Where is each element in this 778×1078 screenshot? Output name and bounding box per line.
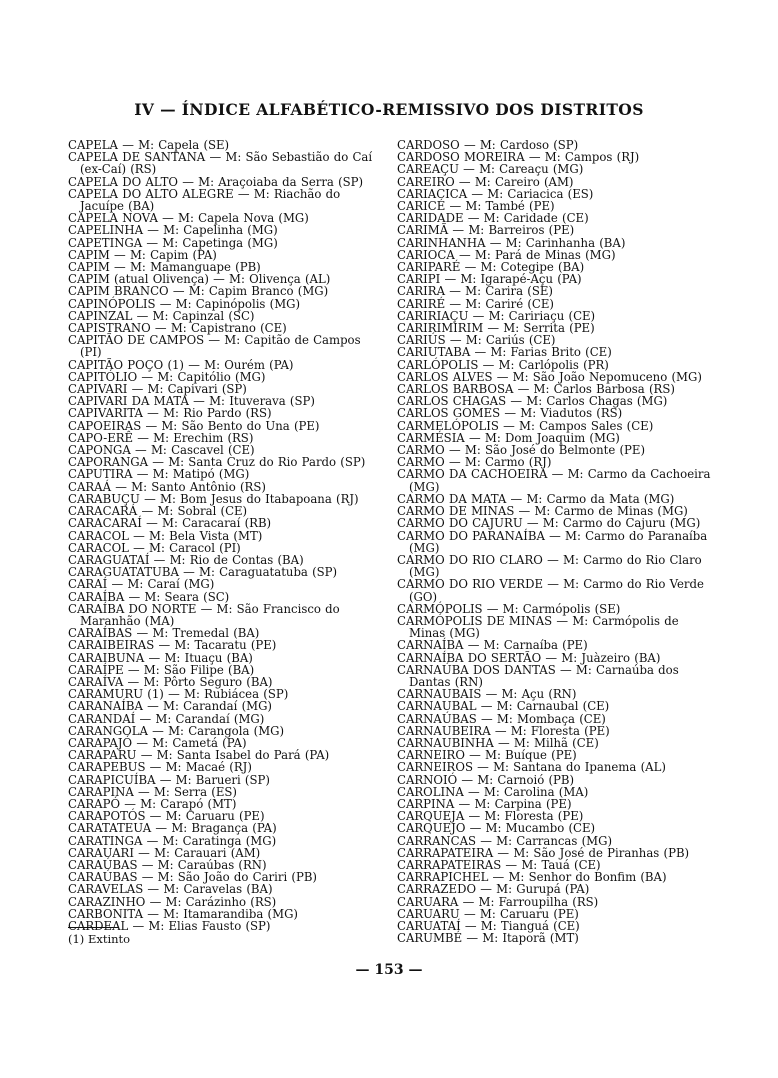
index-entry: CAPONGA — M: Cascavel (CE) (68, 443, 255, 458)
index-entry: CAPIVARI DA MATA — M: Ituverava (SP) (68, 394, 315, 409)
index-entry: CARACOL — M: Bela Vista (MT) (68, 528, 263, 543)
index-entry: CAPELA DE SANTANA — M: São Sebastião do Caí (ex-Caí) (RS) (68, 150, 373, 177)
index-entry: CARQUEJA — M: Floresta (PE) (397, 809, 584, 824)
index-entry: CARDEAL — M: Elias Fausto (SP) (68, 919, 271, 933)
index-entry: CARAÚBAS — M: São João do Cariri (PB) (68, 870, 317, 885)
index-entry: CARIUTABA — M: Farias Brito (CE) (397, 345, 612, 360)
index-entry: CAPIM — M: Mamanguape (PB) (68, 260, 261, 275)
index-entry: CARMÓPOLIS — M: Carmópolis (SE) (397, 601, 621, 616)
index-entry: CARMO DE MINAS — M: Carmo de Minas (MG) (397, 504, 688, 519)
index-entry: CARAPICUÍBA — M: Barueri (SP) (68, 772, 270, 787)
index-entry: CAPITÓLIO — M: Capitólio (MG) (68, 369, 266, 384)
index-entry: CAPIM (atual Olivença) — M: Olivença (AL) (68, 272, 331, 287)
index-entry: CARATINGA — M: Caratinga (MG) (68, 833, 277, 848)
index-entry: CARDOSO MOREIRA — M: Campos (RJ) (397, 150, 640, 165)
index-entry: CARAZINHO — M: Carázinho (RS) (68, 894, 277, 909)
index-entry: CARMELÓPOLIS — M: Campos Sales (CE) (397, 418, 654, 433)
index-entry: CARNAUBINHA — M: Milhã (CE) (397, 735, 599, 750)
index-entry: CAREIRO — M: Careiro (AM) (397, 174, 574, 189)
index-entry: CARNAÍBA DO SERTÃO — M: Juàzeiro (BA) (397, 650, 661, 665)
index-entry: CARAPINA — M: Serra (ES) (68, 784, 237, 799)
index-entry: CARANDAÍ — M: Carandaí (MG) (68, 711, 265, 726)
index-entry: CARNEIRO — M: Buíque (PE) (397, 748, 577, 763)
index-entry: CARANAÍBA — M: Carandaí (MG) (68, 699, 272, 714)
index-entry: CARABUÇU — M: Bom Jesus do Itabapoana (RJ) (68, 491, 359, 506)
index-entry: CAPELA NOVA — M: Capela Nova (MG) (68, 211, 309, 226)
index-entry: CARAGUATAÍ — M: Rio de Contas (BA) (68, 552, 304, 567)
index-entry: CARMO DO RIO CLARO — M: Carmo do Rio Claro (MG) (397, 552, 702, 580)
index-entry: CARAÍ — M: Caraí (MG) (68, 577, 215, 592)
index-entry: CARIRIAÇU — M: Caririaçu (CE) (397, 308, 596, 323)
index-entry: CAPINZAL — M: Capinzal (SC) (68, 308, 255, 323)
index-entry: CARUARU — M: Caruaru (PE) (397, 906, 579, 921)
index-entry: CARAÍBAS — M: Tremedal (BA) (68, 626, 260, 641)
index-entry: CARNAÚBA DOS DANTAS — M: Carnaúba dos Dantas (RN) (397, 662, 679, 689)
index-entry: CARMO DO RIO VERDE — M: Carmo do Rio Verde (GO) (397, 577, 704, 604)
index-entry: CARDOSO — M: Cardoso (SP) (397, 138, 579, 152)
index-entry: CARIACICA — M: Cariacica (ES) (397, 186, 594, 201)
index-entry: CARAUARI — M: Carauari (AM) (68, 845, 261, 860)
index-entry: CARRAPICHEL — M: Senhor do Bonfim (BA) (397, 870, 667, 885)
index-entry: CAPELINHA — M: Capelinha (MG) (68, 223, 278, 238)
index-entry: CARICÉ — M: També (PE) (397, 199, 555, 214)
index-entry: CARACOL — M: Caracol (PI) (68, 540, 241, 555)
index-entry: CAPELA DO ALTO — M: Araçoiaba da Serra (SP) (68, 174, 364, 189)
index-entry: CARUARA — M: Farroupilha (RS) (397, 894, 599, 909)
index-entry: CAPETINGA — M: Capetinga (MG) (68, 235, 278, 250)
index-entry: CARNAÍBA — M: Carnaíba (PE) (397, 638, 588, 653)
index-entry: CARMO — M: Carmo (RJ) (397, 455, 552, 470)
index-entry: CARAPARU — M: Santa Isabel do Pará (PA) (68, 748, 330, 763)
index-entry: CARMÓPOLIS DE MINAS — M: Carmópolis de Minas (MG) (397, 613, 679, 641)
index-entry: CARAPEBUS — M: Macaé (RJ) (68, 760, 252, 775)
index-entry: CAREAÇU — M: Careaçu (MG) (397, 162, 584, 177)
index-entry: CARRANCAS — M: Carrancas (MG) (397, 833, 613, 848)
index-entry: CARAIBEIRAS — M: Tacaratu (PE) (68, 638, 277, 653)
index-entry: CARUMBÉ — M: Itaporã (MT) (397, 931, 579, 946)
index-entry: CAPELA DO ALTO ALEGRE — M: Riachão do Jacuípe (BA) (68, 186, 341, 214)
index-entry: CARINHANHA — M: Carinhanha (BA) (397, 235, 626, 250)
index-entry: CARAGUATATUBA — M: Caraguatatuba (SP) (68, 565, 338, 580)
index-entry: CARACARÁ — M: Sobral (CE) (68, 504, 248, 519)
index-entry: CARQUEJO — M: Mucambo (CE) (397, 821, 596, 836)
index-entry: CAPUTIRA — M: Matipó (MG) (68, 467, 250, 482)
index-entry: CARBONITA — M: Itamarandiba (MG) (68, 906, 298, 921)
index-entry: CAPINÓPOLIS — M: Capinópolis (MG) (68, 296, 301, 311)
index-entry: CARUATAÍ — M: Tianguá (CE) (397, 919, 580, 933)
index-entry: CAPIM — M: Capim (PA) (68, 247, 217, 262)
index-entry: CARIMÃ — M: Barreiros (PE) (397, 223, 575, 238)
index-entry: CARLOS GOMES — M: Viadutos (RS) (397, 406, 623, 421)
index-entry: CARIÚS — M: Cariús (CE) (397, 333, 556, 348)
index-entry: CARAPOTÓS — M: Caruaru (PE) (68, 809, 265, 824)
index-entry: CARAÚBAS — M: Caraúbas (RN) (68, 857, 267, 872)
footnote-rule (68, 927, 118, 928)
index-entry: CAPIM BRANCO — M: Capim Branco (MG) (68, 284, 329, 299)
index-entry: CARAPAJÓ — M: Cametá (PA) (68, 735, 247, 750)
index-entry: CARNAÚBAS — M: Mombaça (CE) (397, 711, 606, 726)
index-entry: CARAMURU (1) — M: Rubiácea (SP) (68, 687, 289, 702)
index-entry: CARACARAÍ — M: Caracaraí (RB) (68, 516, 272, 531)
index-entry: CARAÍVA — M: Pôrto Seguro (BA) (68, 674, 273, 689)
index-entry: CAPOEIRAS — M: São Bento do Una (PE) (68, 418, 320, 433)
index-entry: CAPO-ERÊ — M: Erechim (RS) (68, 430, 254, 445)
index-entry: CAPITÃO DE CAMPOS — M: Capitão de Campos (PI) (68, 333, 361, 360)
index-entry: CARANGOLA — M: Carangola (MG) (68, 723, 285, 738)
index-entry: CARLOS ALVES — M: São João Nepomuceno (MG) (397, 369, 702, 384)
index-entry: CARNAUBEIRA — M: Floresta (PE) (397, 723, 610, 738)
right-column (397, 139, 717, 944)
index-entry: CARAÍPE — M: São Filipe (BA) (68, 662, 255, 677)
index-entry: CARAPÓ — M: Carapó (MT) (68, 796, 237, 811)
index-entry: CARMO DO PARANAÍBA — M: Carmo do Paranaíba (MG) (397, 528, 708, 555)
index-entry: CARIPARÉ — M: Cotegipe (BA) (397, 260, 585, 275)
index-entry: CARAIBUNA — M: Ituaçu (BA) (68, 650, 253, 665)
index-entry: CAPELA — M: Capela (SE) (68, 138, 230, 152)
left-column (68, 139, 386, 932)
index-entry: CARMO — M: São José do Belmonte (PE) (397, 443, 646, 458)
index-entry: CARLOS BARBOSA — M: Carlos Barbosa (RS) (397, 382, 675, 397)
index-entry: CARRAPATEIRA — M: São José de Piranhas (PB) (397, 845, 690, 860)
index-entry: CARLOS CHAGAS — M: Carlos Chagas (MG) (397, 394, 668, 409)
index-entry: CAPORANGA — M: Santa Cruz do Rio Pardo (SP) (68, 455, 366, 470)
page-title: IV — ÍNDICE ALFABÉTICO-REMISSIVO DOS DISTRITOS (134, 100, 644, 119)
index-entry: CARNAUBAIS — M: Açu (RN) (397, 687, 577, 702)
index-entry: CARAÍBA — M: Seara (SC) (68, 589, 230, 604)
index-entry: CARIRA — M: Carira (SE) (397, 284, 553, 299)
index-entry: CARAÁ — M: Santo Antônio (RS) (68, 479, 266, 494)
footnote: (1) Extinto (68, 932, 131, 946)
index-entry: CAPIVARI — M: Capivari (SP) (68, 382, 247, 397)
index-entry: CARRAPATEIRAS — M: Tauá (CE) (397, 857, 601, 872)
index-entry: CAPISTRANO — M: Capistrano (CE) (68, 321, 287, 336)
index-entry: CARIRÉ — M: Cariré (CE) (397, 296, 554, 311)
index-entry: CARAVELAS — M: Caravelas (BA) (68, 882, 273, 897)
index-entry: CARMO DA CACHOEIRA — M: Carmo da Cachoeira (MG) (397, 467, 711, 494)
index-entry: CARPINA — M: Carpina (PE) (397, 796, 572, 811)
index-entry: CAPIVARITA — M: Rio Pardo (RS) (68, 406, 272, 421)
index-entry: CARIOCA — M: Pará de Minas (MG) (397, 247, 616, 262)
index-entry: CARAÍBA DO NORTE — M: São Francisco do Maranhão (MA) (68, 601, 340, 628)
index-entry: CARMO DO CAJURU — M: Carmo do Cajuru (MG) (397, 516, 701, 531)
index-entry: CAROLINA — M: Carolina (MA) (397, 784, 589, 799)
index-entry: CARIDADE — M: Caridade (CE) (397, 211, 589, 226)
index-entry: CARNEIROS — M: Santana do Ipanema (AL) (397, 760, 666, 775)
index-entry: CARNAUBAL — M: Carnaubal (CE) (397, 699, 610, 714)
index-entry: CAPITÃO POÇO (1) — M: Ourém (PA) (68, 357, 294, 372)
index-entry: CARMO DA MATA — M: Carmo da Mata (MG) (397, 491, 675, 506)
index-entry: CARRAZEDO — M: Gurupá (PA) (397, 882, 590, 897)
index-entry: CARATATEUA — M: Bragança (PA) (68, 821, 277, 836)
index-entry: CARLÓPOLIS — M: Carlópolis (PR) (397, 357, 609, 372)
index-entry: CARNOIÓ — M: Carnoió (PB) (397, 772, 575, 787)
index-entry: CARIRIMIRIM — M: Serrita (PE) (397, 321, 595, 336)
page-number: — 153 — (355, 962, 423, 978)
index-entry: CARMÉSIA — M: Dom Joaquim (MG) (397, 430, 620, 445)
index-entry: CARIPI — M: Igarapé-Açu (PA) (397, 272, 582, 287)
